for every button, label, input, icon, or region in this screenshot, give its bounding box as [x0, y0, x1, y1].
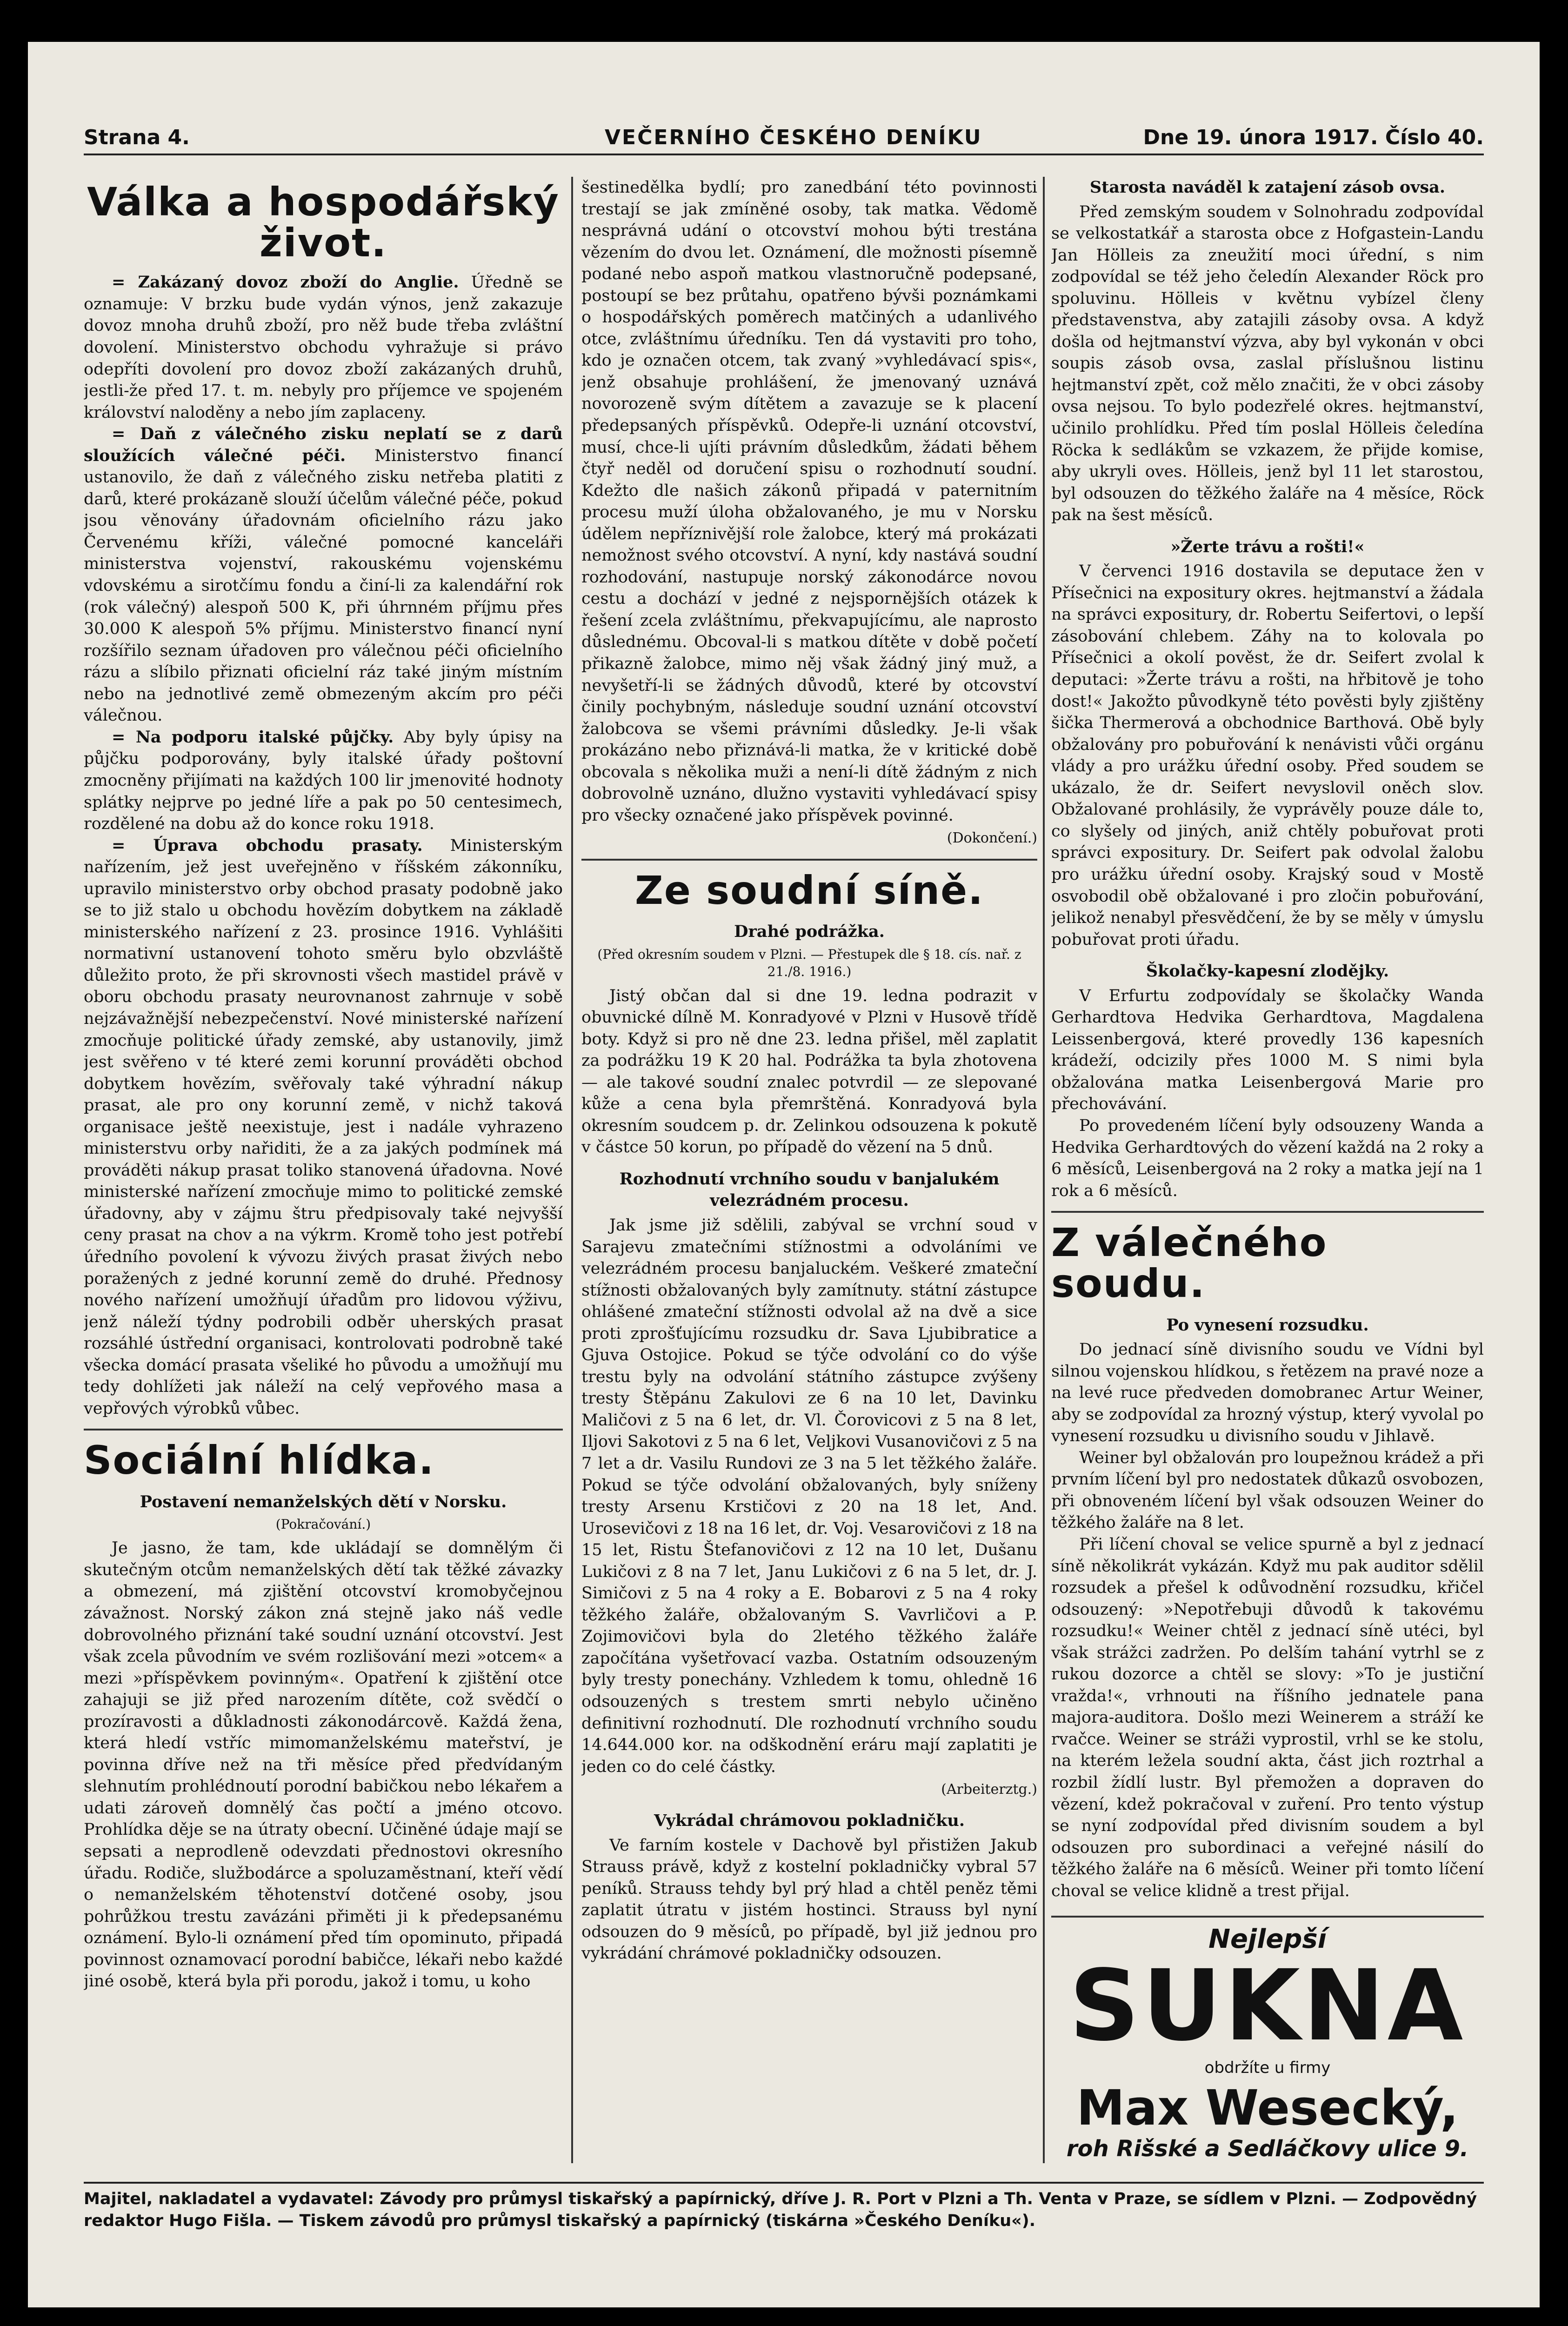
ad-headline: SUKNA [1069, 1948, 1466, 2063]
ad-address: roh Rišské a Sedláčkovy ulice 9. [1066, 2136, 1469, 2162]
page-footer-imprint: Majitel, nakladatel a vydavatel: Závody pro průmysl tiskařský a papírnický, dříve J. R. Port v Plzni a Th. Venta v Praze, se sídlem v Plzni. — Zodpovědný redaktor Hugo Fišla. — Tiskem závodů pro průmysl tiskařský a papírnický (tiskárna »Českého Deníku«). [84, 2182, 1484, 2232]
article-title: Vykrádal chrámovou pokladničku. [654, 1811, 965, 1831]
column-divider [571, 177, 573, 2163]
article-title: Drahé podrážka. [734, 922, 885, 942]
ad-tagline: Nejlepší [1208, 1924, 1327, 1955]
newspaper-name: VEČERNÍHO ČESKÉHO DENÍKU [605, 126, 982, 149]
article-paragraph: Po provedeném líčení byly odsouzeny Wanda a Hedvika Gerhardtových do vězení každá na 2 roky a 6 měsíců, Leisenbergová na 2 roky a matka její na 1 rok a 6 měsíců. [1051, 1116, 1484, 1200]
article-paragraph: Weiner byl obžalován pro loupežnou krádež a při prvním líčení byl pro nedostatek důkazů osvobozen, při obnoveném líčení byl však odsouzen Weiner do těžkého žaláře na 8 let. [1051, 1448, 1484, 1532]
ad-intro: obdržíte u firmy [1204, 2058, 1331, 2077]
article-note: (Před okresním soudem v Plzni. — Přestupek dle § 18. cís. nař. z 21./8. 1916.) [597, 947, 1021, 980]
article-paragraph: = Úprava obchodu prasaty. Ministerským nařízením, jež jest uveřejněno v říšském zákonníku, upravilo ministerstvo orby obchod prasaty podobně jako se to již stalo u obchodu hovězím dobytkem na základě ministerského nařízení z 23. prosince 1916. Vyhlášiti normativní ustanovení tohoto směru bylo obzvláště důležito proto, že při skrovnosti všech mastidel právě v oboru obchodu prasaty neurovnanost zahrnuje v sobě nejzávažnější nebezpečenství. Nové ministerské nařízení zmocňuje politické úřady zemské, aby ustanovily, jimž jest svěřeno v té které zemi korunní prováděti obchod dobytkem hovězím, svěřovaly také výhradní nákup prasat, ale pro ony korunní země, v nichž taková organisace ještě neexistuje, jest i nadále vyhrazeno ministerstvu orby nařiditi, že a za jakých podmínek má prováděti nákup prasat toliko stanovená úřadovna. Nové ministerské nařízení zmocňuje mimo to politické zemské úřadovny, aby v zájmu štru předpisovaly také nejvyšší ceny prasat na chov a na výkrm. Kromě toho jest potřebí úředního povolení k vývozu živých prasat živých nebo poražených z jedné korunní země do druhé. Přednosy nového nařízení umožňují úřadům pro lidovou výživu, jenž náleží týdny podrobili odběr uherských prasat rozsáhlé ústřední organisaci, kontrolovati podrobně také všecka domácí prasata všeliké ho původu a umožňují mu tedy dohlížeti jak náleží na celý vepřového masa a vepřových výrobků vůbec. [84, 835, 563, 1418]
article-paragraph: = Daň z válečného zisku neplatí se z darů sloužících válečné péči. Ministerstvo financí ustanovilo, že daň z válečného zisku netřeba platiti z darů, které prokázaně slouží účelům válečné péče, pokud jsou věnovány úřadovnám oficielního rázu jako Červenému kříži, válečné pomocné kanceláři ministerstva vojenství, rakouskému vojenskému vdovskému a sirotčímu fondu a činí-li za kalendářní rok (rok válečný) alespoň 500 K, při úhrnném příjmu přes 30.000 K alespoň 5% příjmu. Ministerstvo financí nyní rozšířilo seznam úřadoven pro válečnou péči oficielního rázu a slíbilo přiznati oficielní ráz také jiným místním nebo na jednotlivé země obmezeným akcím pro péči válečnou. [84, 424, 563, 725]
column-2 [581, 177, 1037, 2163]
section-heading-social: Sociální hlídka. [84, 1437, 435, 1484]
article-paragraph: Jak jsme již sdělili, zabýval se vrchní soud v Sarajevu zmatečními stížnostmi a odvoláními ve velezrádném procesu banjaluckém. Veškeré zmateční stížnosti obžalovaných byly zamítnuty. státní zástupce ohlášené zmateční stížnosti odvolal až na dvě a sice proti zprošťujícímu rozsudku dr. Sava Ljubibratice a Gjuva Ostojice. Pokud se týče odvolání co do výše trestu byly na odvolání státního zástupce zvýšeny tresty Štěpánu Zakulovi ze 6 na 10 let, Davinku Maličovi z 5 na 6 let, dr. Vl. Čorovicovi z 5 na 8 let, Iljovi Sakotovi z 5 na 6 let, Veljkovi Vusanovičovi z 5 na 7 let a dr. Vasilu Rundovi ze 3 na 5 let těžkého žaláře. Pokud se týče odvolání obžalovaných, byly sníženy tresty Arsenu Krstičovi z 20 na 18 let, And. Urosevičovi z 18 na 16 let, dr. Voj. Vesarovičovi z 18 na 15 let, Ristu Štefanovičovi z 12 na 10 let, Dušanu Lukičovi z 8 na 7 let, Janu Lukičovi z 6 na 5 let, dr. J. Simičovi z 5 na 4 roky a E. Bobarovi z 5 na 4 roky těžkého žaláře, obžalovaným S. Vavrličovi a P. Zojimovičovi byla do 2letého těžkého žaláře započítána vyšetřovací vazba. Ostatním odsouzeným byly tresty ponechány. Vzhledem k tomu, ohledně 16 odsouzených s trestem smrti nebylo učiněno definitivní rozhodnutí. Dle rozhodnutí vrchního soudu 14.644.000 kor. na odškodnění eráru mají zaplatiti je jeden co do celé částky. [581, 1216, 1037, 1776]
column-divider [1043, 177, 1045, 2163]
ad-company-name: Max Wesecký, [1076, 2079, 1459, 2136]
article-lead: = Zakázaný dovoz zboží do Anglie. [112, 273, 459, 292]
article-title: Postavení nemanželských dětí v Norsku. [140, 1492, 507, 1511]
page-header [84, 121, 1484, 155]
article-paragraph: Jistý občan dal si dne 19. ledna podrazit v obuvnické dílně M. Konradyové v Plzni v Husově třídě boty. Když si pro ně dne 23. ledna přišel, měl zaplatit za podrážku 19 K 20 hal. Podrážka ta byla zhotovena — ale takové soudní znalec potvrdil — ze slepované kůže a cena byla přemrštěná. Konradyová byla okresním soudcem p. dr. Zelinkou odsouzena k pokutě v částce 50 korun, po případě do vězení na 5 dnů. [581, 986, 1037, 1157]
page-number: Strana 4. [84, 126, 190, 149]
section-divider [1051, 1211, 1484, 1213]
section-heading-military-court: Z válečného soudu. [1051, 1220, 1328, 1307]
article-paragraph: Do jednací síně divisního soudu ve Vídni byl silnou vojenskou hlídkou, s řetězem na pravé noze a na levé ruce předveden domobranec Artur Weiner, aby se zodpovídal za hrozný výstup, který vyvolal po vynesení rozsudku u divisního soudu v Jihlavě. [1051, 1340, 1484, 1446]
article-paragraph: Před zemským soudem v Solnohradu zodpovídal se velkostatkář a starosta obce z Hofgastein-Landu Jan Hölleis za zneužití moci úřední, s nim zodpovídal se též jeho čeledín Alexander Röck pro spoluvinu. Hölleis v květnu vybízel členy představenstva, aby zatajili zásoby ovsa. A když došla od hejtmanství výzva, aby byl vykonán v obci soupis zásob ovsa, zaslal příslušnou listinu hejtmanství zpět, což mělo značiti, že v obci zásoby ovsa nejsou. To bylo podezřelé okres. hejtmanství, učinilo prohlídku. Před tím poslal Hölleis čeledína Röcka k sedlákům se vzkazem, že přijde komise, aby ukryli oves. Hölleis, jenž byl 11 let starostou, byl odsouzen do těžkého žaláře na 4 měsíce, Röck pak na šest měsíců. [1051, 202, 1484, 525]
article-paragraph: šestinedělka bydlí; pro zanedbání této povinnosti trestají se jak zmíněné osoby, tak matka. Vědomě nesprávná udání o otcovství mohou býti trestána vězením do dvou let. Oznámení, dle možnosti písemně podané nebo aspoň matkou vlastnoručně podepsané, postoupí se bez průtahu, opatřeno bývši poznámkami o hospodářských poměrech matčiných a udanlivého otce, zvláštnímu úředníku. Ten dá vystaviti pro toho, kdo je označen otcem, tak zvaný »vyhledávací spis«, jenž obsahuje prohlášení, že jmenovaný uznává novorozeně svým dítětem a zavazuje se k placení předepsaných příspěvků. Odepře-li uznání otcovství, musí, chce-li ujíti právním důsledkům, žádati během čtyř neděl od doručení spisu o rozhodnutí soudní. Kdežto dle našich zákonů připadá v paternitním procesu muží úloha obžalovaného, je mu v Norsku údělem nepříznivější role žalobce, který má prokázati nemožnost svého otcovství. A nyní, kdy nastává soudní rozhodování, nastupuje norský zákonodárce novou cestu a dochází v jedné z nejspornějších otázek k řešení zcela zvláštnímu, překvapujícímu, ale naprosto důslednému. Obcoval-li s matkou dítěte v době početí přikazně žalobce, mimo něj však žádný jiný muž, a nevyšetří-li se žádných důvodů, které by otcovství činily pochybným, následuje soudní uznání otcovství žalobcova se všemi právními důsledky. Je-li však prokázáno nebo přiznává-li matka, že v kritické době obcovala s několika muži a není-li dítě žádným z nich dobrovolně uznáno, dlužno vystaviti vyhledávací spisy pro všecky označené jako příspěvek povinné. [581, 178, 1037, 825]
issue-date: Dne 19. února 1917. Číslo 40. [1143, 126, 1484, 149]
article-paragraph: V Erfurtu zodpovídaly se školačky Wanda Gerhardtova Hedvika Gerhardtova, Magdalena Leissenbergová, které provedly 136 kapesních krádeží, odcizily přes 1000 M. S nimi byla obžalována matka Leisenbergová Marie pro přechovávání. [1051, 986, 1484, 1114]
column-3 [1051, 177, 1484, 2163]
article-signature: (Dokončení.) [947, 830, 1037, 847]
article-title: Rozhodnutí vrchního soudu v banjalukém velezrádném procesu. [619, 1169, 1000, 1210]
article-title: Starosta naváděl k zatajení zásob ovsa. [1089, 178, 1446, 197]
section-heading-court: Ze soudní síně. [634, 868, 984, 914]
article-paragraph: Ve farním kostele v Dachově byl přistižen Jakub Strauss právě, když z kostelní pokladničky vybral 57 peníků. Strauss tehdy byl prý hlad a chtěl peněz těmi zaplatit útratu v jistém hostinci. Strauss byl nyní odsouzen do 9 měsíců, po případě, byl již jednou pro vykrádání chrámové pokladničky odsouzen. [581, 1836, 1037, 1963]
article-paragraph: V červenci 1916 dostavila se deputace žen v Přísečnici na expositury okres. hejtmanství a žádala na správci expositury, dr. Robertu Seifertovi, o lepší zásobování chlebem. Záhy na to kolovala po Přísečnici a okolí pověst, že dr. Seifert zvolal k deputaci: »Žerte trávu a rošti, na hřbitově je toho dost!« Jakožto původkyně této pověsti byly zjištěny šička Thermerová a obchodnice Barthová. Obě byly obžalovány pro pobuřování k nenávisti vůči orgánu vlády a pro urážku úřední osoby. Před soudem se ukázalo, že dr. Seifert nevyslovil oněch slov. Obžalované prohlásily, že vyprávěly pouze dále to, co slyšely od jiných, aniž chtěly pobuřovat proti správci expositury. Dr. Seifert pak odvolal žalobu pro urážku úřední osoby. Krajský soud v Mostě osvobodil obě obžalované i pro zločin pobuřování, jelikož nenabyl přesvědčení, že by se měly v úmyslu pobuřovat proti úřadu. [1051, 562, 1484, 949]
article-paragraph: = Zakázaný dovoz zboží do Anglie. Úředně se oznamuje: V brzku bude vydán výnos, jenž zakazuje dovoz mnoha druhů zboží, pro něž bude třeba zvláštní dovolení. Ministerstvo obchodu vyhražuje si právo odepříti dovolení pro dovoz zboží zakázaných druhů, jestli-že před 17. t. m. nebyly pro příjemce ve spojeném království naloděny a nebo jím zaplaceny. [84, 273, 563, 422]
article-title: Školačky-kapesní zlodějky. [1146, 962, 1389, 981]
article-lead: = Úprava obchodu prasaty. [112, 835, 423, 855]
article-paragraph: Při líčení choval se velice spurně a byl z jednací síně několikrát vykázán. Když mu pak auditor sdělil rozsudek a přešel k odůvodnění rozsudku, křičel odsouzený: »Nepotřebuji důvodů k takovému rozsudku!« Weiner chtěl z jednací síně utéci, byl však strážci zadržen. Po delším tahání vytrhl se z rukou dozorce a chtěl se slovy: »To je justiční vražda!«, vrhnouti na říšního jednatele pana majora-auditora. Došlo mezi Weinerem a stráží ke rvačce. Weiner se stráži vyprostil, vrhl se ke stolu, na kterém ležela soudní akta, část jich roztrhal a rozbil žídlí lustr. Byl přemožen a dopraven do vězení, kdež pokračoval v zuření. Pro tento výstup se nyní zodpovídal před divisním soudem a byl odsouzen pro subordinaci a veřejné násilí do těžkého žaláře na 6 měsíců. Weiner při tomto líčení choval se velice klidně a trest přijal. [1051, 1535, 1484, 1900]
article-note: (Pokračování.) [275, 1517, 371, 1532]
article-paragraph: Je jasno, že tam, kde ukládají se domnělým či skutečným otcům nemanželských dětí tak těžké závazky a obmezení, má zjištění otcovství kromobyčejnou závažnost. Norský zákon zná stejně jako náš vedle dobrovolného přiznání také soudní uznání otcovství. Jest však zcela původním ve svém rozlišování mezi »otcem« a mezi »příspěvkem povinným«. Opatření k zjištění otce zahajuji se již před narozením dítěte, což svědčí o prozíravosti a důkladnosti zákonodárcově. Každá žena, která hledí vstříc mimomanželskému mateřství, je povinna dříve než na tři měsíce před předvídaným slehnutím prohlédnoutí porodní babičkou nebo lékařem a udati zároveň domnělý čas počtí a jméno otcovo. Prohlídka děje se na útraty obecní. Učiněné údaje mají se sepsati a neprodleně odevzdati přednostovi okresního úřadu. Rodiče, službodárce a spoluzaměstnaní, kteří vědí o nemanželském těhotenství dotčené osoby, jsou pohrůžkou trestu zavázáni přiměti ji k předepsanému oznámení. Bylo-li oznámení před tím opominuto, připadá povinnost oznamovací porodní babičce, lékaři nebo každé jiné osobě, která byla při porodu, jakož i tomu, u koho [84, 1539, 563, 1991]
section-divider [581, 859, 1037, 861]
section-divider [84, 1429, 563, 1430]
article-lead: = Na podporu italské půjčky. [112, 727, 394, 747]
section-heading-economy: Válka a hospodářský život. [87, 179, 560, 266]
article-signature: (Arbeiterztg.) [941, 1781, 1037, 1798]
article-paragraph: = Na podporu italské půjčky. Aby byly úpisy na půjčku podporovány, byly italské úřady poštovní zmocněny přijímati na každých 100 lir jmenovité hodnoty splátky nejprve po jedné líře a pak po 50 centesimech, rozdělené na dobu až do konce roku 1918. [84, 727, 563, 834]
article-title: Po vynesení rozsudku. [1166, 1315, 1369, 1335]
article-title: »Žerte trávu a rošti!« [1170, 537, 1365, 556]
advertisement [1051, 1916, 1484, 2163]
article-lead: = Daň z válečného zisku neplatí se z darů sloužících válečné péči. [84, 424, 563, 465]
column-1 [84, 177, 563, 2163]
newspaper-page [28, 42, 1540, 2307]
